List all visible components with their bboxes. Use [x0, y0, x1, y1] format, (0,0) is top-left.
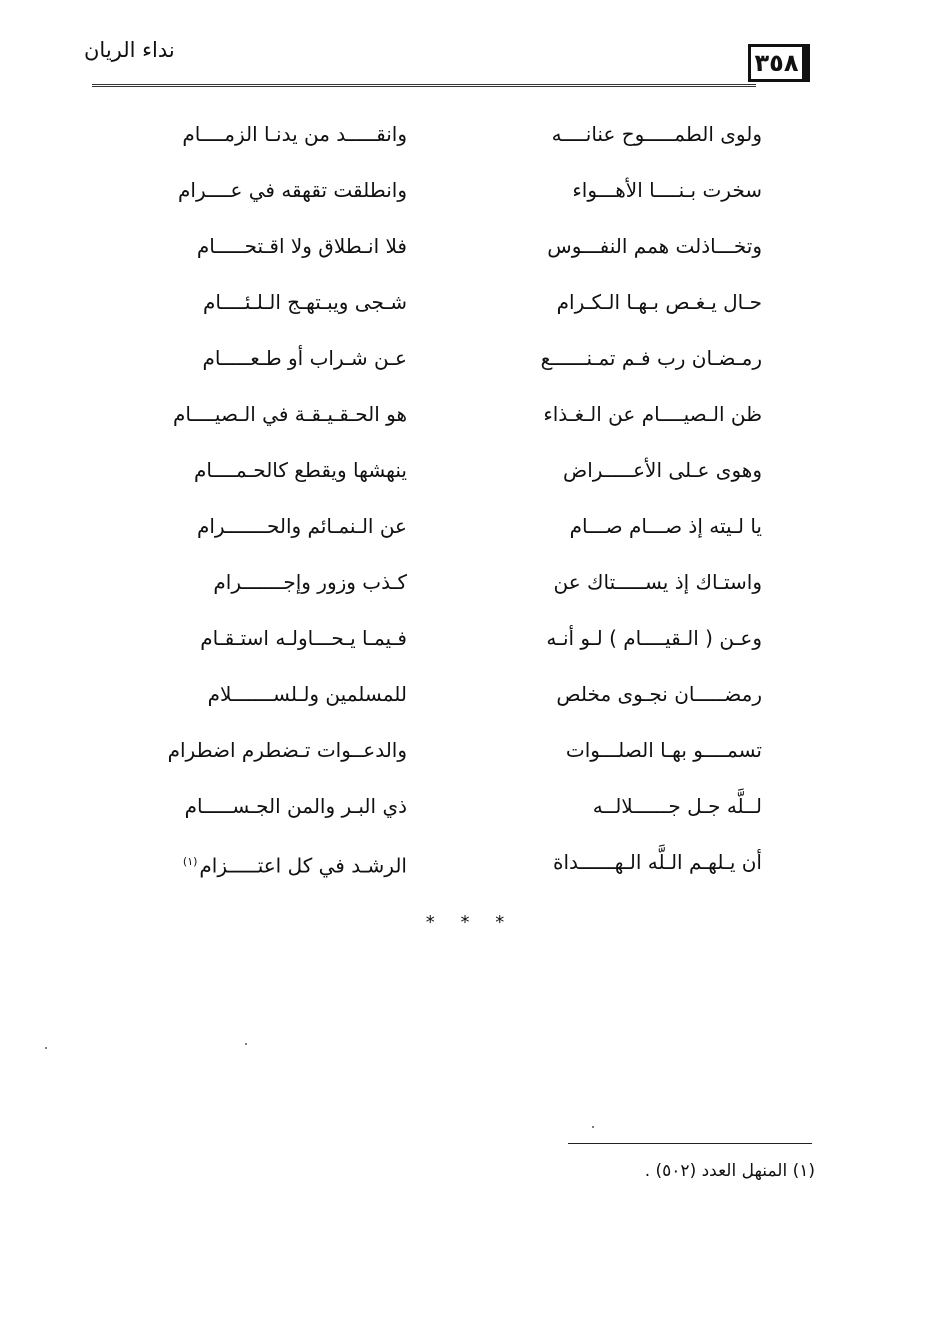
verse — [0, 330, 937, 380]
verse-first-hemistich: يا لـيته إذ صـــام صـــام — [569, 514, 762, 538]
section-separator: * * * — [425, 912, 515, 933]
verse — [0, 834, 937, 884]
verse — [0, 778, 937, 828]
verse-second-hemistich: فلا انـطلاق ولا اقـتحـــــام — [196, 234, 407, 258]
verse-second-hemistich: وانطلقت تقهقه في عــــرام — [178, 178, 407, 202]
verse — [0, 498, 937, 548]
verse-first-hemistich: أن يـلهـم الـلَّه الـهــــــداة — [552, 850, 762, 874]
verse-first-hemistich: وعـن ( الـقيــــام ) لـو أنـه — [546, 626, 762, 650]
verse-first-hemistich: وهوى عـلى الأعـــــراض — [563, 458, 762, 482]
header-rule — [92, 84, 756, 87]
verse-first-hemistich: ولوى الطمـــــوح عنانــــه — [551, 122, 762, 146]
verse-second-hemistich: للمسلمين ولـلســـــــلام — [207, 682, 407, 706]
verse-second-hemistich: فـيمـا يـحـــاولـه استـقـام — [200, 626, 407, 650]
verse — [0, 386, 937, 436]
verse-first-hemistich: واستـاك إذ يســـــتاك عن — [553, 570, 762, 594]
verse-second-hemistich: عن الـنمـائم والحـــــــرام — [196, 514, 407, 538]
verse — [0, 218, 937, 268]
verse-second-hemistich: وانقـــــد من يدنـا الزمــــام — [182, 122, 407, 146]
book-title: نداء الريان — [84, 38, 175, 62]
page-header — [0, 0, 937, 100]
verse-first-hemistich: رمضـــــان نجـوى مخلص — [556, 682, 762, 706]
verse — [0, 554, 937, 604]
verse-second-hemistich — [183, 842, 407, 882]
verse — [0, 722, 937, 772]
scan-speck — [592, 1126, 594, 1128]
verse — [0, 162, 937, 212]
verse-first-hemistich: ظن الـصيــــام عن الـغـذاء — [543, 402, 762, 426]
verse-second-hemistich: والدعــوات تـضطرم اضطرام — [167, 738, 407, 762]
scan-speck — [245, 1043, 247, 1045]
verse-first-hemistich: وتخـــاذلت همم النفـــوس — [547, 234, 762, 258]
page-number: ٣٥٨ — [748, 44, 810, 82]
verse — [0, 106, 937, 156]
verse — [0, 274, 937, 324]
footnote: (١) المنهل العدد (٥٠٢) . — [644, 1161, 815, 1181]
footnote-rule — [568, 1143, 812, 1144]
verse — [0, 666, 937, 716]
verse-second-hemistich: عـن شـراب أو طـعـــــام — [202, 346, 407, 370]
verse-first-hemistich: حـال يـغـص بـهـا الـكـرام — [556, 290, 762, 314]
verse — [0, 610, 937, 660]
verse-text: الرشـد في كل اعتـــــزام — [199, 853, 407, 878]
verse-second-hemistich: ينهشها ويقطع كالحـمــــام — [193, 458, 407, 482]
verse-second-hemistich: ذي البـر والمن الجـســـــام — [184, 794, 407, 818]
verse-second-hemistich: شـجى ويبـتهـج الـلـئــــام — [203, 290, 407, 314]
footnote-marker: (١) — [182, 855, 198, 868]
verse-first-hemistich: سخرت بـنــــا الأهـــواء — [572, 178, 762, 202]
verse-first-hemistich: لــلَّه جـل جــــــلالــه — [592, 794, 762, 818]
scan-speck — [45, 1047, 47, 1049]
verse-second-hemistich: كـذب وزور وإجـــــــرام — [213, 570, 407, 594]
verse-first-hemistich: رمـضـان رب فـم تمـنــــــع — [540, 346, 762, 370]
verse-first-hemistich: تسمــــو بهـا الصلـــوات — [565, 738, 762, 762]
verse — [0, 442, 937, 492]
verse-second-hemistich: هو الحـقـيـقـة في الـصيــــام — [173, 402, 407, 426]
